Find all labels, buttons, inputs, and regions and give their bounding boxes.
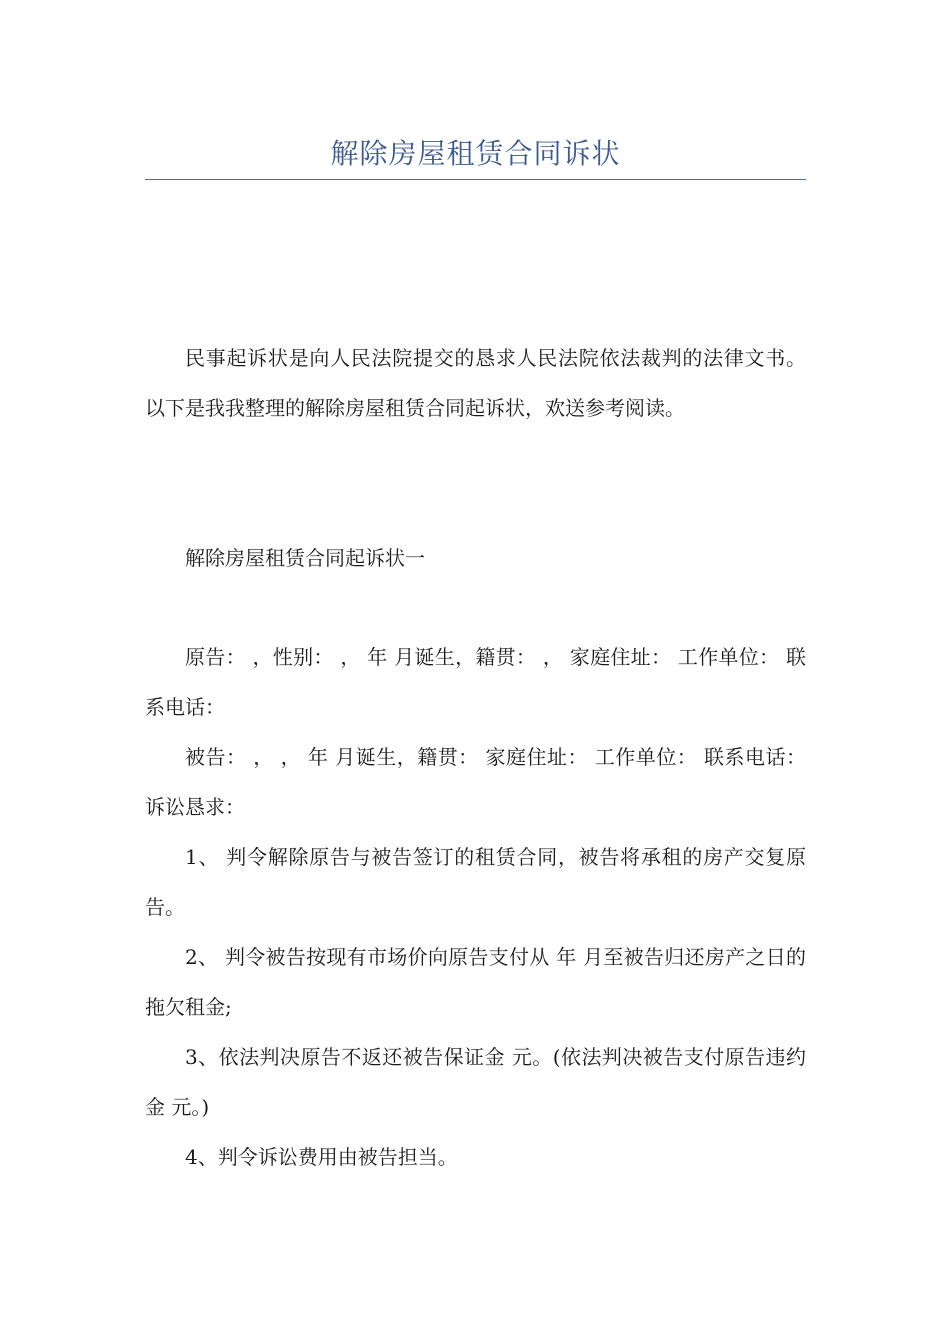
intro-paragraph: 民事起诉状是向人民法院提交的恳求人民法院依法裁判的法律文书。 以下是我我整理的解除房屋租赁合同起诉状，欢送参考阅读。 (145, 346, 806, 420)
claim-item-4: 4、判令诉讼费用由被告担当。 (185, 1145, 458, 1169)
plaintiff-info-paragraph: 原告： ，性别： ， 年 月诞生，籍贯： ， 家庭住址： 工作单位： 联系电话： (145, 645, 806, 719)
claim-item-3: 3、依法判决原告不返还被告保证金 元。(依法判决被告支付原告违约金 元。) (145, 1045, 806, 1119)
claim-item-1: 1、 判令解除原告与被告签订的租赁合同，被告将承租的房产交复原告。 (145, 845, 806, 919)
complaint-body (145, 632, 806, 1182)
section-heading-block (145, 533, 806, 583)
section-heading: 解除房屋租赁合同起诉状一 (185, 546, 425, 570)
claim-item-2: 2、 判令被告按现有市场价向原告支付从 年 月至被告归还房产之日的拖欠租金; (145, 945, 806, 1019)
document-title: 解除房屋租赁合同诉状 (330, 137, 621, 170)
title-underline (145, 179, 806, 180)
intro-section (145, 333, 806, 433)
defendant-info-paragraph: 被告： ， ， 年 月诞生，籍贯： 家庭住址： 工作单位： 联系电话： 诉讼恳求： (145, 745, 806, 819)
